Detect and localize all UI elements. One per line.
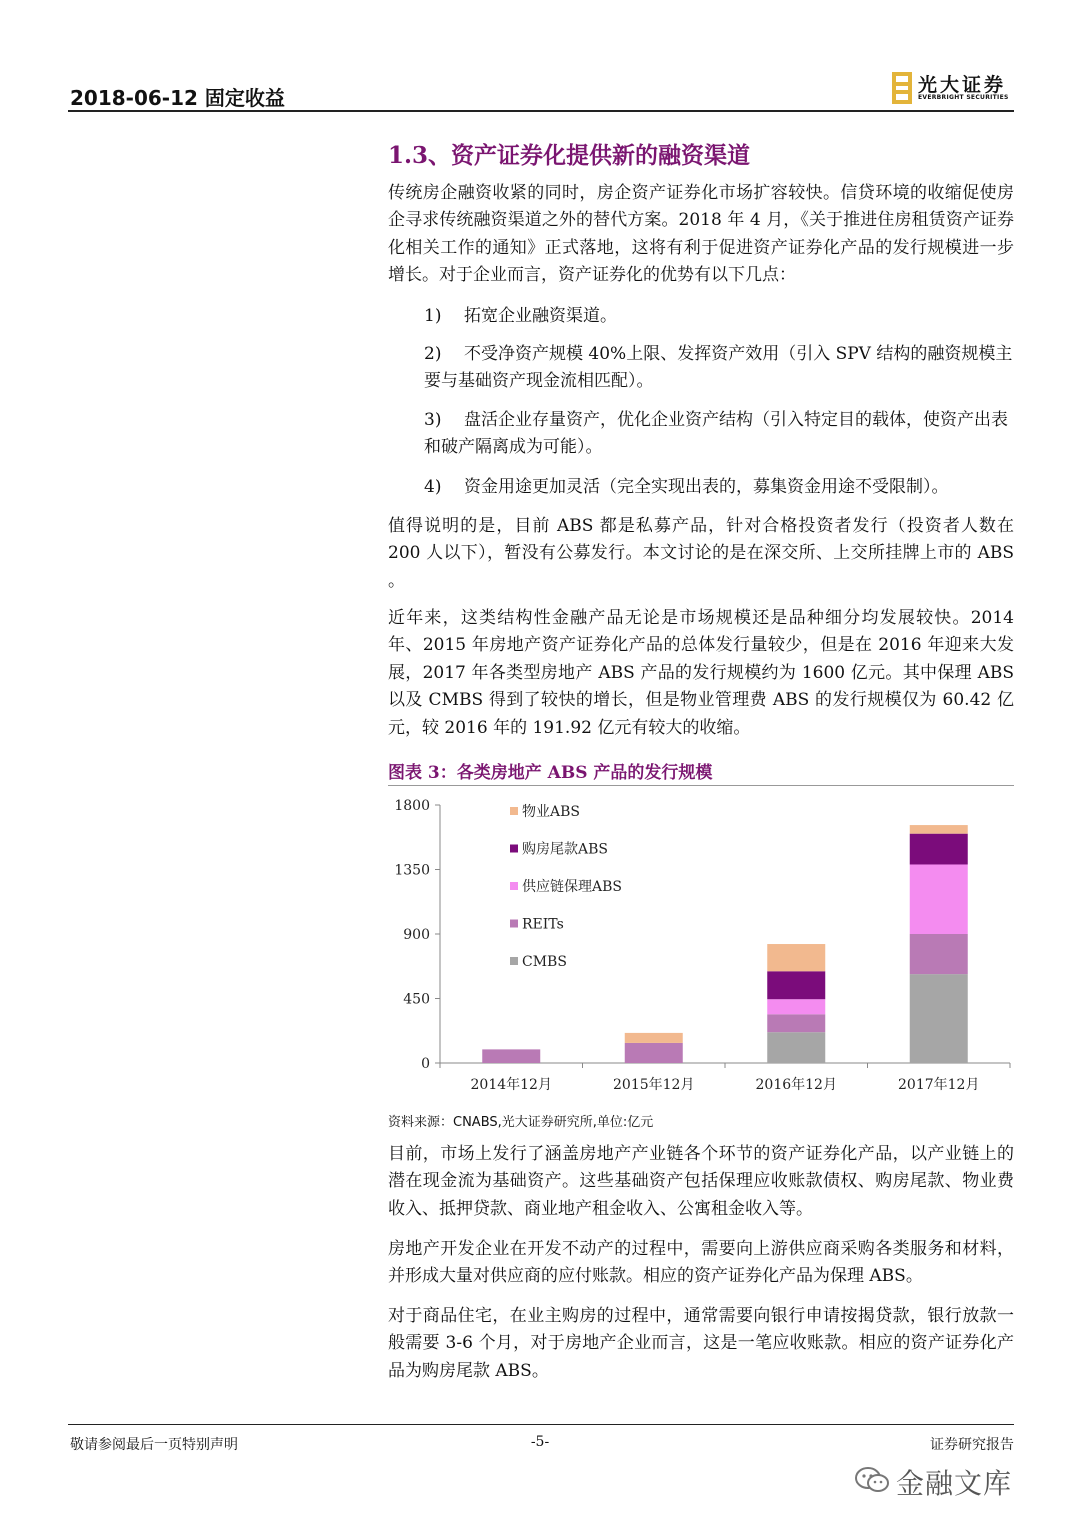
bar-segment: [625, 1033, 683, 1043]
y-tick-label: 0: [421, 1056, 430, 1072]
y-tick-label: 1800: [394, 798, 430, 814]
section-title: 1.3、资产证券化提供新的融资渠道: [388, 142, 751, 169]
bar-segment: [910, 834, 968, 865]
bar-segment: [910, 974, 968, 1063]
bar-segment: [910, 864, 968, 934]
bar-segment: [910, 825, 968, 834]
bar-segment: [767, 1014, 825, 1032]
footer-divider: [68, 1424, 1014, 1425]
figure-title: 图表 3：各类房地产 ABS 产品的发行规模: [388, 763, 713, 783]
legend-label: 物业ABS: [522, 804, 580, 820]
list-item: [424, 341, 1014, 396]
list-item-text: 拓宽企业融资渠道。: [464, 306, 617, 326]
wechat-icon: [854, 1466, 890, 1494]
header-divider: [68, 110, 1014, 112]
bar-segment: [767, 999, 825, 1014]
bar-segment: [625, 1043, 683, 1063]
list-item: [424, 407, 1014, 462]
list-item-number: 2): [424, 344, 442, 364]
list-item: [424, 474, 1014, 501]
paragraph-6-container: [388, 1303, 1014, 1385]
watermark-text: 金融文库: [896, 1467, 1013, 1500]
footer-report-type: 证券研究报告: [930, 1437, 1014, 1453]
paragraph-3: 近年来，这类结构性金融产品无论是市场规模还是品种细分均发展较快。2014 年、2015 年房地产资产证券化产品的总体发行量较少，但是在 2016 年迎来大发展，2017 年各类型房地产 ABS 产品的发行规模约为 1600 亿元。其中保理 ABS 以及 CMBS 得到了较快的增长，但是物业管理费 ABS 的发行规模仅为 60.42 亿元，较 2016 年的 191.92 亿元有较大的收缩。: [388, 608, 1014, 738]
bar-segment: [767, 971, 825, 999]
legend-label: 供应链保理ABS: [522, 879, 622, 895]
legend-label: CMBS: [522, 954, 567, 970]
logo-chinese-name: 光大证券: [918, 74, 1007, 96]
list-item-number: 1): [424, 306, 442, 326]
bar-segment: [767, 944, 825, 971]
everbright-logo-icon: [892, 72, 912, 104]
chart-svg: [380, 787, 1020, 1105]
legend-swatch: [510, 920, 518, 928]
footer-disclaimer: 敬请参阅最后一页特别声明: [70, 1437, 238, 1453]
paragraph-6: 对于商品住宅，在业主购房的过程中，通常需要向银行申请按揭贷款，银行放款一般需要 3-6 个月，对于房地产企业而言，这是一笔应收账款。相应的资产证券化产品为购房尾款 ABS。: [388, 1306, 1014, 1381]
legend-label: 购房尾款ABS: [522, 841, 608, 858]
company-logo: [892, 70, 1017, 106]
paragraph-1-container: [388, 180, 1014, 290]
list-item-text: 盘活企业存量资产，优化企业资产结构（引入特定目的载体，使资产出表和破产隔离成为可能）。: [424, 410, 1008, 458]
legend-swatch: [510, 807, 518, 815]
legend-swatch: [510, 957, 518, 965]
paragraph-4: 目前，市场上发行了涵盖房地产产业链各个环节的资产证券化产品，以产业链上的潜在现金流为基础资产。这些基础资产包括保理应收账款债权、购房尾款、物业费收入、抵押贷款、商业地产租金收入、公寓租金收入等。: [388, 1144, 1014, 1219]
paragraph-2-container: [388, 513, 1014, 595]
page-number: -5-: [530, 1434, 550, 1450]
x-tick-label: 2015年12月: [613, 1077, 695, 1093]
y-tick-label: 450: [403, 991, 430, 1008]
watermark: [854, 1462, 1044, 1502]
list-item-text: 不受净资产规模 40%上限、发挥资产效用（引入 SPV 结构的融资规模主要与基础资产现金流相匹配）。: [424, 344, 1013, 392]
x-tick-label: 2016年12月: [755, 1077, 837, 1093]
stacked-bar-chart: [380, 787, 1020, 1105]
paragraph-4-container: [388, 1141, 1014, 1223]
legend-swatch: [510, 845, 518, 853]
list-item-text: 资金用途更加灵活（完全实现出表的，募集资金用途不受限制）。: [464, 477, 949, 497]
x-tick-label: 2017年12月: [898, 1077, 980, 1093]
bar-segment: [767, 1032, 825, 1063]
legend-label: REITs: [522, 916, 564, 933]
list-item: [424, 303, 1014, 330]
x-tick-label: 2014年12月: [470, 1077, 552, 1093]
y-tick-label: 900: [403, 927, 430, 943]
header-date-label: 2018-06-12 固定收益: [70, 86, 285, 110]
paragraph-5-container: [388, 1236, 1014, 1291]
legend-swatch: [510, 882, 518, 890]
figure-source: 资料来源：CNABS,光大证券研究所,单位:亿元: [388, 1115, 654, 1130]
figure-title-rule: [388, 785, 1014, 786]
bar-segment: [910, 934, 968, 974]
bar-segment: [482, 1049, 540, 1063]
paragraph-2: 值得说明的是，目前 ABS 都是私募产品，针对合格投资者发行（投资者人数在 200 人以下），暂没有公募发行。本文讨论的是在深交所、上交所挂牌上市的 ABS 。: [388, 516, 1014, 591]
list-item-number: 3): [424, 410, 442, 430]
paragraph-1: 传统房企融资收紧的同时，房企资产证券化市场扩容较快。信贷环境的收缩促使房企寻求传统融资渠道之外的替代方案。2018 年 4 月，《关于推进住房租赁资产证券化相关工作的通知》正式落地，这将有利于促进资产证券化产品的发行规模进一步增长。对于企业而言，资产证券化的优势有以下几点：: [388, 183, 1014, 286]
y-tick-label: 1350: [394, 862, 430, 879]
paragraph-5: 房地产开发企业在开发不动产的过程中，需要向上游供应商采购各类服务和材料，并形成大量对供应商的应付账款。相应的资产证券化产品为保理 ABS。: [388, 1239, 1014, 1287]
logo-english-name: EVERBRIGHT SECURITIES: [918, 94, 1009, 101]
paragraph-3-container: [388, 605, 1014, 742]
list-item-number: 4): [424, 477, 442, 497]
